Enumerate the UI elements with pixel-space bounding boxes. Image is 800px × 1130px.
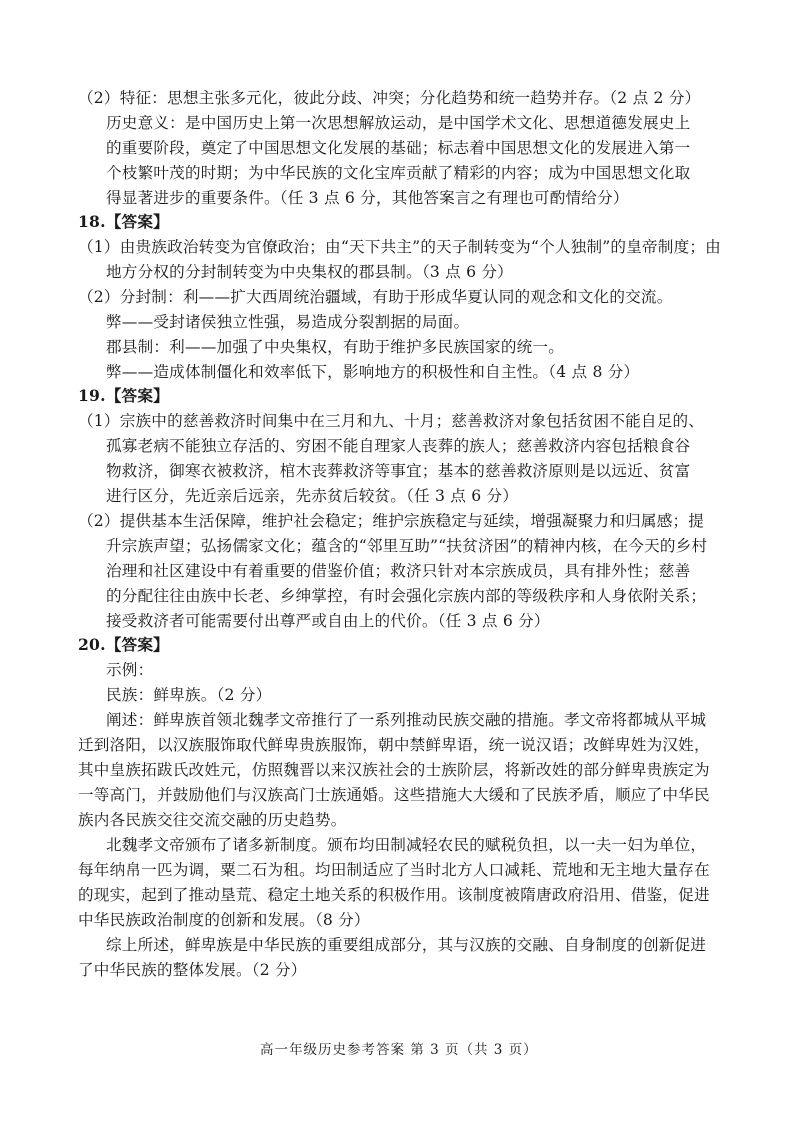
page-footer: 高一年级历史参考答案 第 3 页（共 3 页） xyxy=(260,1042,538,1058)
text-line: 得显著进步的重要条件。（任 3 点 6 分，其他答案言之有理也可酌情给分） xyxy=(106,189,629,207)
text-line: 弊——造成体制僵化和效率低下，影响地方的积极性和自主性。（4 点 8 分） xyxy=(106,363,640,381)
text-line: 物救济，御寒衣被救济，棺木丧葬救济等事宜；基本的慈善救济原则是以远近、贫富 xyxy=(106,462,691,480)
text-line: 每年纳帛一匹为调，粟二石为租。均田制适应了当时北方人口减耗、荒地和无主地大量存在 xyxy=(78,861,710,879)
text-line: 其中皇族拓跋氏改姓元，仿照魏晋以来汉族社会的士族阶层，将新改姓的部分鲜卑贵族定为 xyxy=(78,761,710,779)
text-line: 迁到洛阳，以汉族服饰取代鲜卑贵族服饰，朝中禁鲜卑语，统一说汉语；改鲜卑姓为汉姓， xyxy=(78,736,710,754)
question-heading: 18.【答案】 xyxy=(78,212,169,231)
text-line: 的重要阶段，奠定了中国思想文化发展的基础；标志着中国思想文化的发展进入第一 xyxy=(106,139,691,157)
text-line: 阐述：鲜卑族首领北魏孝文帝推行了一系列推动民族交融的措施。孝文帝将都城从平城 xyxy=(106,711,707,729)
text-line: （1）宗族中的慈善救济时间集中在三月和九、十月；慈善救济对象包括贫困不能自足的、 xyxy=(78,412,705,430)
text-line: 综上所述，鲜卑族是中华民族的重要组成部分，其与汉族的交融、自身制度的创新促进 xyxy=(106,936,707,954)
text-line: 孤寡老病不能独立存活的、穷困不能自理家人丧葬的族人；慈善救济内容包括粮食谷 xyxy=(106,437,691,455)
text-line: （2）分封制：利——扩大西周统治疆域，有助于形成华夏认同的观念和文化的交流。 xyxy=(78,288,673,306)
text-line: 历史意义：是中国历史上第一次思想解放运动，是中国学术文化、思想道德发展史上 xyxy=(106,114,691,132)
text-line: 民族：鲜卑族。（2 分） xyxy=(106,686,272,704)
text-line: 北魏孝文帝颁布了诸多新制度。颁布均田制减轻农民的赋税负担，以一夫一妇为单位， xyxy=(106,836,707,854)
question-heading: 19.【答案】 xyxy=(78,386,169,405)
text-line: （2）提供基本生活保障，维护社会稳定；维护宗族稳定与延续，增强凝聚力和归属感；提 xyxy=(78,512,705,530)
text-line: 个枝繁叶茂的时期；为中华民族的文化宝库贡献了精彩的内容；成为中国思想文化取 xyxy=(106,164,691,182)
text-line: 的分配往往由族中长老、乡绅掌控，有时会强化宗族内部的等级秩序和人身依附关系； xyxy=(106,587,707,605)
text-line: 接受救济者可能需要付出尊严或自由上的代价。（任 3 点 6 分） xyxy=(106,612,550,630)
text-line: 郡县制：利——加强了中央集权，有助于维护多民族国家的统一。 xyxy=(106,338,565,356)
text-line: 升宗族声望；弘扬儒家文化；蕴含的“邻里互助”“扶贫济困”的精神内核，在今天的乡村 xyxy=(106,537,708,555)
text-line: 了中华民族的整体发展。（2 分） xyxy=(78,961,307,979)
text-line: 治理和社区建设中有着重要的借鉴价值；救济只针对本宗族成员，具有排外性；慈善 xyxy=(106,562,691,580)
text-line: 的现实，起到了推动垦荒、稳定土地关系的积极作用。该制度被隋唐政府沿用、借鉴，促进 xyxy=(78,886,710,904)
question-heading: 20.【答案】 xyxy=(78,635,169,654)
text-line: 族内各民族交往交流交融的历史趋势。 xyxy=(78,811,347,829)
text-line: 示例： xyxy=(106,661,154,679)
text-line: （1）由贵族政治转变为官僚政治；由“天下共主”的天子制转变为“个人独制”的皇帝制度；由 xyxy=(78,238,721,256)
text-line: 地方分权的分封制转变为中央集权的郡县制。（3 点 6 分） xyxy=(106,263,513,281)
text-line: 弊——受封诸侯独立性强，易造成分裂割据的局面。 xyxy=(106,313,470,331)
text-line: 一等高门，并鼓励他们与汉族高门士族通婚。这些措施大大缓和了民族矛盾，顺应了中华民 xyxy=(78,786,710,804)
text-line: （2）特征：思想主张多元化，彼此分歧、冲突；分化趋势和统一趋势并存。（2 点 2 分） xyxy=(78,89,701,107)
text-line: 中华民族政治制度的创新和发展。（8 分） xyxy=(78,911,370,929)
text-line: 进行区分，先近亲后远亲，先赤贫后较贫。（任 3 点 6 分） xyxy=(106,487,519,505)
